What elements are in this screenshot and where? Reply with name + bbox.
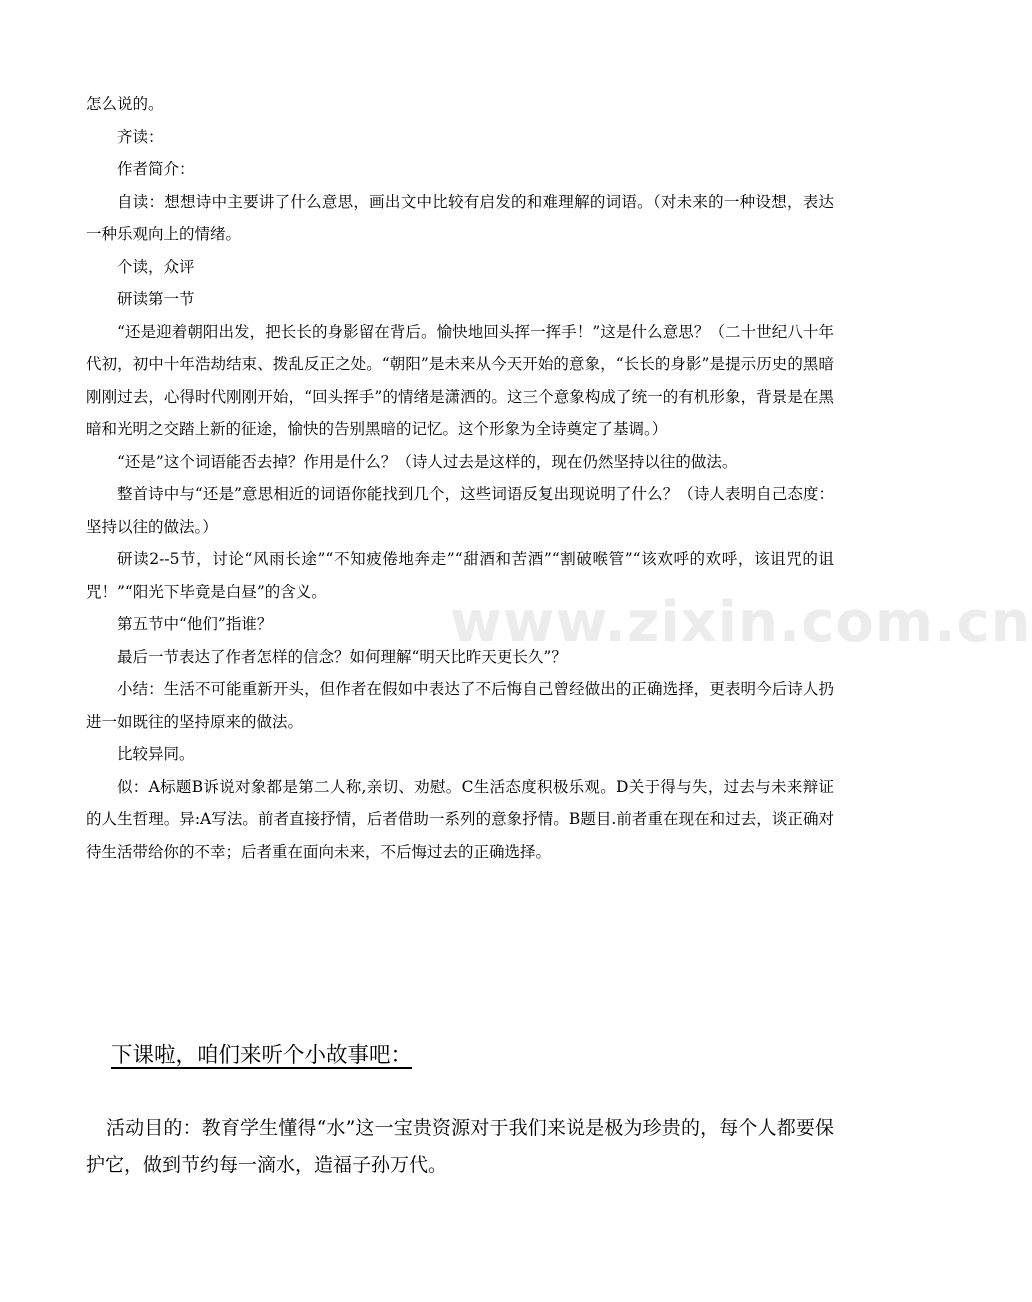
paragraph-still-question: “还是”这个词语能否去掉？作用是什么？（诗人过去是这样的，现在仍然坚持以往的做法。 (117, 452, 738, 471)
paragraph-study-section-one: 研读第一节 (117, 290, 195, 308)
paragraph-section-five-they: 第五节中“他们”指谁？ (117, 615, 273, 633)
site-watermark: www.zixin.com.cn (450, 590, 1032, 655)
paragraph-similarities-differences: 似：A标题B诉说对象都是第二人称,亲切、劝慰。C生活态度积极乐观。D关于得与失，过去与未来辩证的人生哲理。异:A写法。前者直接抒情，后者借助一系列的意象抒情。B题目.前者重在现在和过去，谈正确对待生活带给你的不幸；后者重在面向未来，不后悔过去的正确选择。 (86, 777, 834, 861)
paragraph-group-reading: 齐读： (117, 127, 164, 146)
paragraph-continuation: 怎么说的。 (86, 95, 164, 113)
paragraph-similar-words: 整首诗中与“还是”意思相近的词语你能找到几个，这些词语反复出现说明了什么？（诗人表明自己态度：坚持以往的做法。） (86, 485, 834, 536)
story-heading: 下课啦，咱们来听个小故事吧： (111, 1043, 413, 1068)
lesson-body (86, 88, 834, 868)
activity-purpose: 活动目的：教育学生懂得“水”这一宝贵资源对于我们来说是极为珍贵的，每个人都要保护它，做到节约每一滴水，造福子孙万代。 (86, 1117, 834, 1176)
paragraph-summary: 小结：生活不可能重新开头，但作者在假如中表达了不后悔自己曾经做出的正确选择，更表明今后诗人扔进一如既往的坚持原来的做法。 (86, 680, 834, 731)
paragraph-compare: 比较异同。 (117, 745, 195, 763)
paragraph-self-reading: 自读：想想诗中主要讲了什么意思，画出文中比较有启发的和难理解的词语。（对未来的一种设想，表达一种乐观向上的情绪。 (86, 192, 834, 243)
paragraph-last-section: 最后一节表达了作者怎样的信念？如何理解“明天比昨天更长久”？ (117, 647, 567, 666)
paragraph-author-intro: 作者简介： (117, 160, 195, 178)
paragraph-morning-sun-question: “还是迎着朝阳出发，把长长的身影留在背后。愉快地回头挥一挥手！”这是什么意思？（二十世纪八十年代初，初中十年浩劫结束、拨乱反正之处。“朝阳”是未来从今天开始的意象，“长长的身影”是提示历史的黑暗刚刚过去，心得时代刚刚开始，“回头挥手”的情绪是潇洒的。这三个意象构成了统一的有机形象，背景是在黑暗和光明之交踏上新的征途，愉快的告别黑暗的记忆。这个形象为全诗奠定了基调。） (86, 322, 834, 438)
paragraph-sections-two-five: 研读2--5节，讨论“风雨长途”“不知疲倦地奔走”“甜酒和苦酒”“割破喉管”“该欢呼的欢呼，该诅咒的诅咒！”“阳光下毕竟是白昼”的含义。 (86, 550, 834, 601)
paragraph-individual-reading: 个读，众评 (117, 257, 195, 276)
